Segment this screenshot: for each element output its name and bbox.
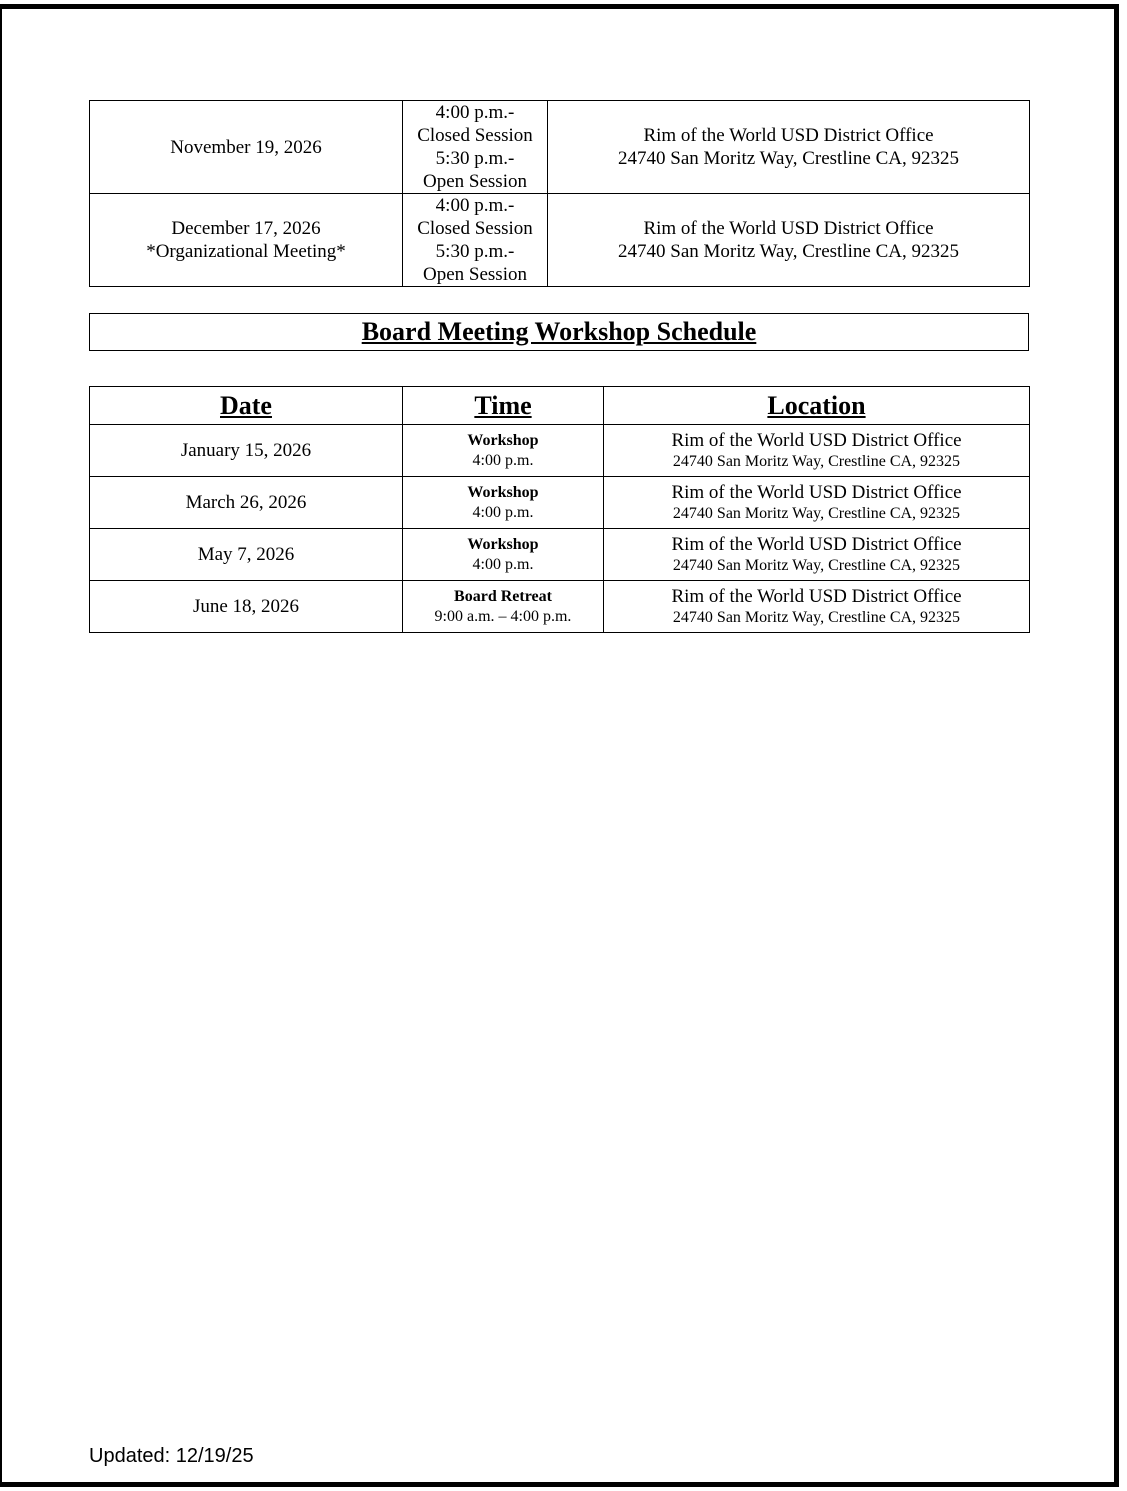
location-name: Rim of the World USD District Office [643,218,934,239]
updated-date: Updated: 12/19/25 [89,1445,254,1467]
workshop-date: June 18, 2026 [90,581,403,633]
workshop-time-cell [403,477,604,529]
workshop-time-cell [403,529,604,581]
location-address: 24740 San Moritz Way, Crestline CA, 92325 [672,608,961,626]
meeting-location-cell [548,101,1030,194]
time-column-header: Time [403,387,604,425]
workshop-schedule-title: Board Meeting Workshop Schedule [89,313,1029,351]
location-address: 24740 San Moritz Way, Crestline CA, 92325 [618,148,959,169]
workshop-location-cell [604,581,1030,633]
meeting-time-line: 5:30 p.m.- [435,241,515,262]
table-row [90,101,1030,194]
location-name: Rim of the World USD District Office [671,429,962,451]
workshop-type: Workshop [467,535,539,553]
workshop-date: May 7, 2026 [90,529,403,581]
meeting-date: November 19, 2026 [170,136,322,158]
meeting-time-line: Closed Session [417,218,533,239]
workshop-table [89,386,1030,633]
workshop-type: Board Retreat [454,587,552,605]
meeting-note: *Organizational Meeting* [146,241,346,262]
table-row [90,425,1030,477]
date-column-header: Date [90,387,403,425]
workshop-time: 4:00 p.m. [472,503,534,521]
location-name: Rim of the World USD District Office [643,125,934,146]
workshop-location-cell [604,425,1030,477]
location-address: 24740 San Moritz Way, Crestline CA, 92325 [672,504,961,522]
table-row [90,477,1030,529]
location-column-header: Location [604,387,1030,425]
table-row [90,529,1030,581]
location-address: 24740 San Moritz Way, Crestline CA, 92325 [618,241,959,262]
workshop-type: Workshop [467,431,539,449]
meeting-time-line: 4:00 p.m.- [435,195,515,216]
meeting-date-cell [90,194,403,287]
location-name: Rim of the World USD District Office [671,585,962,607]
workshop-time-cell [403,581,604,633]
board-meeting-table [89,100,1030,287]
table-row [90,581,1030,633]
table-row [90,194,1030,287]
workshop-time: 4:00 p.m. [472,451,534,469]
location-name: Rim of the World USD District Office [671,533,962,555]
workshop-time: 9:00 a.m. – 4:00 p.m. [434,607,572,625]
meeting-time-line: Open Session [423,171,527,192]
workshop-date: January 15, 2026 [90,425,403,477]
meeting-time-line: 5:30 p.m.- [435,148,515,169]
table-header-row [90,387,1030,425]
location-address: 24740 San Moritz Way, Crestline CA, 92325 [672,556,961,574]
location-name: Rim of the World USD District Office [671,481,962,503]
workshop-location-cell [604,529,1030,581]
meeting-date-cell [90,101,403,194]
meeting-location-cell [548,194,1030,287]
workshop-type: Workshop [467,483,539,501]
workshop-time: 4:00 p.m. [472,555,534,573]
meeting-date: December 17, 2026 [171,218,321,239]
meeting-time-line: Open Session [423,264,527,285]
meeting-time-cell [403,101,548,194]
workshop-location-cell [604,477,1030,529]
workshop-time-cell [403,425,604,477]
location-address: 24740 San Moritz Way, Crestline CA, 92325 [672,452,961,470]
meeting-time-line: Closed Session [417,125,533,146]
meeting-time-cell [403,194,548,287]
meeting-time-line: 4:00 p.m.- [435,102,515,123]
workshop-date: March 26, 2026 [90,477,403,529]
